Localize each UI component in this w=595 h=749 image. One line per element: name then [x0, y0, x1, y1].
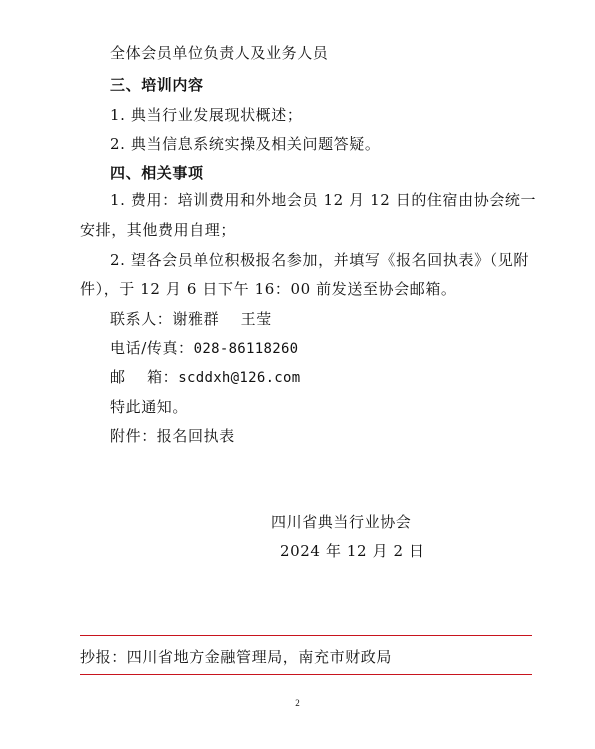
section-4-item-2-line-2: 件），于 12 月 6 日下午 16：00 前发送至协会邮箱。 — [80, 280, 457, 298]
contact-phone-value: 028-86118260 — [193, 341, 299, 357]
section-4-heading: 四、相关事项 — [110, 164, 204, 182]
cc-top-rule — [80, 635, 532, 636]
attendees-text: 全体会员单位负责人及业务人员 — [110, 44, 329, 62]
page-number: 2 — [295, 698, 300, 708]
section-3-item-2: 2. 典当信息系统实操及相关问题答疑。 — [110, 135, 381, 153]
cc-bottom-rule — [80, 674, 532, 675]
section-4-item-1-line-2: 安排，其他费用自理； — [80, 221, 237, 239]
section-3-heading: 三、培训内容 — [110, 76, 204, 94]
signature-date: 2024 年 12 月 2 日 — [280, 542, 425, 560]
contact-email — [110, 367, 300, 388]
signature-organization: 四川省典当行业协会 — [271, 513, 412, 531]
section-3-item-1: 1. 典当行业发展现状概述； — [110, 106, 303, 124]
section-4-item-2-line-1: 2. 望各会员单位积极报名参加，并填写《报名回执表》（见附 — [110, 251, 529, 269]
cc-text: 抄报：四川省地方金融管理局，南充市财政局 — [80, 648, 393, 666]
section-4-item-1-line-1: 1. 费用：培训费用和外地会员 12 月 12 日的住宿由协会统一 — [110, 191, 537, 209]
contact-person-names: 谢雅群 王莹 — [172, 310, 272, 328]
closing-text: 特此通知。 — [110, 398, 189, 416]
contact-person-label: 联系人： — [110, 310, 173, 328]
contact-phone — [110, 338, 298, 359]
contact-person — [110, 309, 272, 329]
contact-email-label: 邮 箱： — [110, 368, 179, 386]
contact-email-value: scddxh@126.com — [178, 370, 301, 386]
attachment-text: 附件：报名回执表 — [110, 427, 235, 445]
contact-phone-label: 电话/传真： — [110, 339, 194, 357]
